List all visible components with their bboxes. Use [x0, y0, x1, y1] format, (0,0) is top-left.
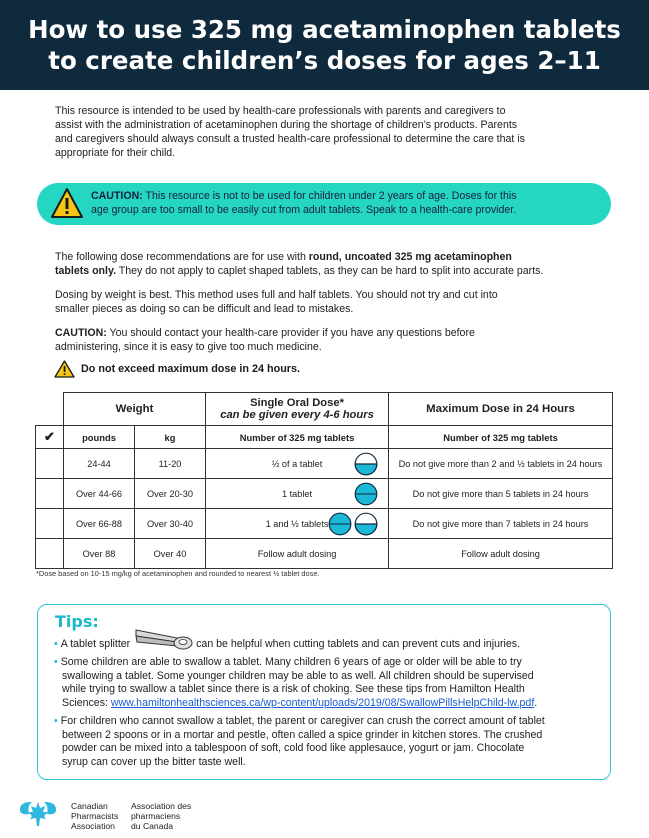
pounds-cell: Over 88	[64, 539, 135, 569]
kg-cell: Over 30-40	[135, 509, 206, 539]
caution-banner-label: CAUTION:	[91, 190, 143, 202]
dose-cell	[206, 509, 389, 539]
tip-3-line-3: powder can be mixed into a tablespoon of soft, cold food like applesauce, yogurt or jam. Chocolate	[62, 742, 525, 755]
tip-3-line-2: between 2 spoons or in a mortar and pestle, often called a spice grinder in kitchen stores. The crushed	[62, 728, 543, 741]
intro-line-3: and caregivers should always consult a trusted health-care professional to determine the care that is	[55, 133, 525, 145]
tip-3-line-4: syrup can cover up the bitter taste well.	[62, 755, 246, 768]
max-dose-warning: Do not exceed maximum dose in 24 hours.	[81, 363, 300, 375]
dose-table	[35, 392, 613, 569]
tablet-splitter-icon	[133, 624, 193, 652]
caution-contact-paragraph	[55, 326, 615, 354]
max-cell: Do not give more than 2 and ½ tablets in 24 hours	[389, 449, 613, 479]
kg-cell: 11-20	[135, 449, 206, 479]
half-tablet-icon	[354, 512, 378, 536]
page-title-line-1: How to use 325 mg acetaminophen tablets	[28, 15, 621, 44]
bullet-icon: •	[54, 656, 58, 668]
whole-tablet-icon	[354, 482, 378, 506]
pounds-header: pounds	[64, 426, 135, 449]
table-row	[36, 539, 613, 569]
tip-item	[54, 636, 602, 652]
tip-2-line-1: Some children are able to swallow a tablet. Many children 6 years of age or older will be able to try	[60, 656, 522, 668]
checkbox-cell[interactable]	[36, 479, 64, 509]
logo-en-line-1: Canadian	[71, 801, 108, 811]
kg-cell: Over 20-30	[135, 479, 206, 509]
weight-note-paragraph	[55, 288, 615, 316]
tip-3-line-1: For children who cannot swallow a tablet, the parent or caregiver can crush the correct amount of tablet	[60, 715, 545, 727]
tip-2-line-4-suffix: .	[534, 696, 538, 709]
blank-header-cell	[36, 393, 64, 426]
caution-banner-line-2: age group are too small to be easily cut from adult tablets. Speak to a health-care provider.	[91, 204, 517, 216]
intro-line-2: assist with the administration of acetaminophen during the shortage of children’s products. Parents	[55, 119, 518, 131]
recommendation-paragraph	[55, 250, 615, 278]
tip-2-line-3: while trying to swallow a tablet since there is a risk of choking. See these tips from Hamilton Health	[62, 683, 525, 696]
tablets-header: Number of 325 mg tablets	[206, 426, 389, 449]
max-cell: Follow adult dosing	[389, 539, 613, 569]
weight-header: Weight	[64, 393, 206, 426]
tablet-splitter-graphic	[133, 636, 193, 652]
weight-note-line-1: Dosing by weight is best. This method uses full and half tablets. You should not try and cut into	[55, 289, 498, 301]
caution-contact-label: CAUTION:	[55, 327, 107, 339]
max-cell: Do not give more than 5 tablets in 24 hours	[389, 479, 613, 509]
tip-item	[54, 715, 602, 769]
warning-triangle-icon	[54, 360, 75, 378]
max-dose-header: Maximum Dose in 24 Hours	[389, 393, 613, 426]
kg-header: kg	[135, 426, 206, 449]
page-title-line-2: to create children’s doses for ages 2–11	[48, 46, 601, 75]
table-subheader-row	[36, 426, 613, 449]
whole-tablet-icon	[328, 512, 352, 536]
pill-graphic	[328, 512, 378, 536]
dose-text: Follow adult dosing	[257, 548, 337, 559]
pounds-cell: Over 44-66	[64, 479, 135, 509]
warning-triangle-icon	[50, 187, 84, 219]
pounds-cell: 24-44	[64, 449, 135, 479]
weight-note-line-2: smaller pieces as doing so can be difficult and lead to mistakes.	[55, 303, 354, 315]
single-dose-title: Single Oral Dose*	[250, 397, 344, 409]
caution-banner-text	[91, 189, 591, 217]
table-row	[36, 509, 613, 539]
single-dose-header	[206, 393, 389, 426]
dose-text: 1 and ½ tablets	[265, 518, 329, 529]
recommendation-prefix: The following dose recommendations are for use with	[55, 251, 309, 263]
dose-text: ½ of a tablet	[271, 458, 323, 469]
table-row	[36, 479, 613, 509]
caution-banner-line-1: This resource is not to be used for children under 2 years of age. Doses for this	[142, 190, 517, 202]
logo-fr-line-3: du Canada	[131, 821, 174, 831]
caution-contact-line-1: You should contact your health-care provider if you have any questions before	[106, 327, 475, 339]
intro-line-4: appropriate for their child.	[55, 147, 176, 159]
logo-en-line-3: Association	[71, 821, 115, 831]
table-footnote: *Dose based on 10-15 mg/kg of acetaminophen and rounded to nearest ½ tablet dose.	[36, 569, 320, 578]
pill-graphic	[354, 452, 378, 476]
intro-paragraph	[55, 104, 615, 160]
half-tablet-icon	[354, 452, 378, 476]
caution-contact-line-2: administering, since it is easy to give too much medicine.	[55, 341, 322, 353]
dose-cell	[206, 449, 389, 479]
bullet-icon: •	[54, 638, 58, 650]
pill-graphic	[354, 482, 378, 506]
bullet-icon: •	[54, 715, 58, 727]
max-tablets-header: Number of 325 mg tablets	[389, 426, 613, 449]
tip-2-line-2: swallowing a tablet. Some younger children may be able to as well. All children should be supervised	[62, 669, 534, 682]
checkbox-cell[interactable]	[36, 449, 64, 479]
intro-line-1: This resource is intended to be used by health-care professionals with parents and caregivers to	[55, 105, 506, 117]
dose-cell	[206, 479, 389, 509]
tip-1-end: can be helpful when cutting tablets and can prevent cuts and injuries.	[196, 638, 521, 650]
pounds-cell: Over 66-88	[64, 509, 135, 539]
logo-text-english	[71, 801, 118, 831]
checkbox-cell[interactable]	[36, 509, 64, 539]
table-header-row	[36, 393, 613, 426]
page-header	[0, 0, 649, 90]
dose-cell	[206, 539, 389, 569]
tip-2-line-4-prefix: Sciences:	[62, 696, 111, 709]
tips-box	[37, 604, 611, 780]
tips-title: Tips:	[55, 612, 99, 631]
logo-en-line-2: Pharmacists	[71, 811, 119, 821]
cpha-logo-icon	[16, 800, 60, 830]
logo-fr-line-1: Association des	[131, 801, 192, 811]
caution-banner	[37, 183, 611, 225]
logo-fr-line-2: pharmaciens	[131, 811, 181, 821]
tip-1-start: A tablet splitter	[60, 638, 131, 650]
recommendation-suffix: They do not apply to caplet shaped tablets, as they can be hard to split into accurate parts.	[116, 265, 544, 277]
checkbox-cell[interactable]	[36, 539, 64, 569]
tip-item	[54, 656, 602, 710]
single-dose-subtitle: can be given every 4-6 hours	[220, 409, 374, 421]
table-row	[36, 449, 613, 479]
max-cell: Do not give more than 7 tablets in 24 hours	[389, 509, 613, 539]
recommendation-bold-2: tablets only.	[55, 265, 117, 277]
hamilton-health-link[interactable]: www.hamiltonhealthsciences.ca/wp-content/uploads/2019/08/SwallowPillsHelpChild-lw.pdf	[110, 696, 535, 709]
recommendation-bold-1: round, uncoated 325 mg acetaminophen	[308, 251, 512, 263]
kg-cell: Over 40	[135, 539, 206, 569]
check-mark-icon: ✔	[36, 426, 64, 449]
logo-text-french	[131, 801, 191, 831]
dose-text: 1 tablet	[281, 488, 313, 499]
